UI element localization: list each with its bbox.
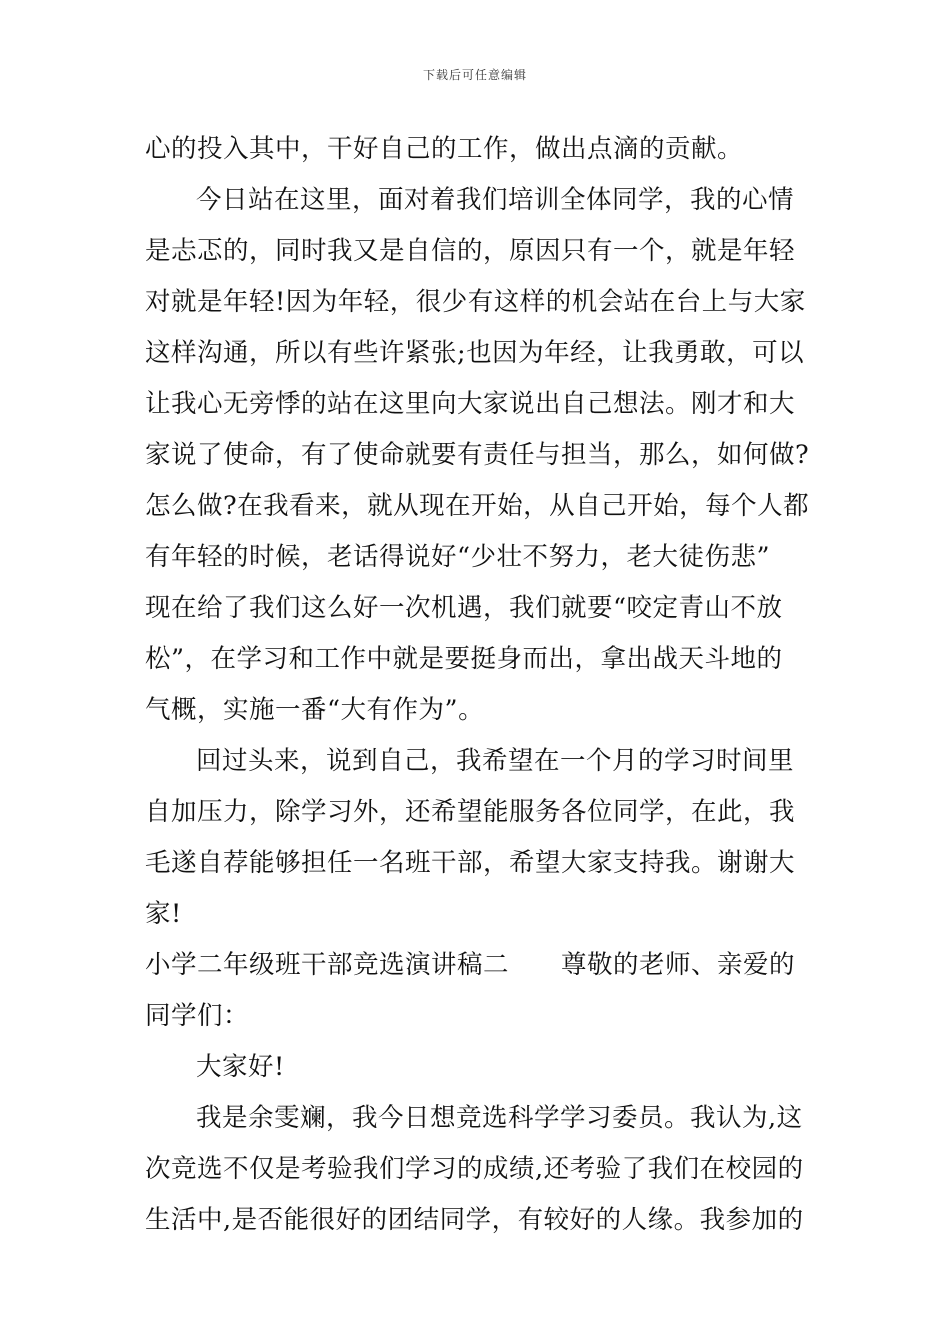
paragraph-start-line: 回过头来，说到自己，我希望在一个月的学习时间里 [196, 746, 795, 776]
document-body [145, 124, 815, 1246]
paragraph-start-line: 我是余雯斓，我今日想竞选科学学习委员。我认为,这 [196, 1103, 803, 1133]
text-line: 让我心无旁悸的站在这里向大家说出自己想法。刚才和大 [145, 389, 796, 419]
text-line: 心的投入其中，干好自己的工作，做出点滴的贡献。 [145, 134, 744, 164]
text-line: 生活中,是否能很好的团结同学，有较好的人缘。我参加的 [145, 1205, 804, 1235]
text-line: 现在给了我们这么好一次机遇，我们就要“咬定青山不放 [145, 593, 783, 623]
text-line: 毛遂自荐能够担任一名班干部，希望大家支持我。谢谢大 [145, 848, 796, 878]
text-line: 对就是年轻!因为年轻，很少有这样的机会站在台上与大家 [145, 287, 806, 317]
text-line: 松”，在学习和工作中就是要挺身而出，拿出战天斗地的 [145, 644, 783, 674]
text-line: 气概，实施一番“大有作为”。 [145, 695, 485, 725]
text-line: 是忐忑的，同时我又是自信的，原因只有一个，就是年轻 [145, 236, 796, 266]
section-title-line [145, 940, 815, 991]
text-line: 自加压力，除学习外，还希望能服务各位同学，在此，我 [145, 797, 796, 827]
page-header-note: 下载后可任意编辑 [422, 68, 527, 82]
text-line: 这样沟通，所以有些许紧张;也因为年经，让我勇敢，可以 [145, 338, 805, 368]
text-line: 次竞选不仅是考验我们学习的成绩,还考验了我们在校园的 [145, 1154, 804, 1184]
paragraph-start-line: 今日站在这里，面对着我们培训全体同学，我的心情 [196, 185, 795, 215]
text-line: 有年轻的时候，老话得说好“少壮不努力，老大徒伤悲” [145, 542, 771, 572]
text-line: 家! [145, 899, 182, 929]
text-line: 家说了使命，有了使命就要有责任与担当，那么，如何做? [145, 440, 810, 470]
greeting-line: 大家好! [196, 1052, 285, 1082]
text-line: 怎么做?在我看来，就从现在开始，从自己开始，每个人都 [145, 491, 810, 521]
salutation-text: 尊敬的老师、亲爱的 [561, 950, 796, 980]
section-heading: 小学二年级班干部竞选演讲稿二 [145, 950, 510, 980]
salutation-end-line: 同学们： [145, 1001, 250, 1031]
